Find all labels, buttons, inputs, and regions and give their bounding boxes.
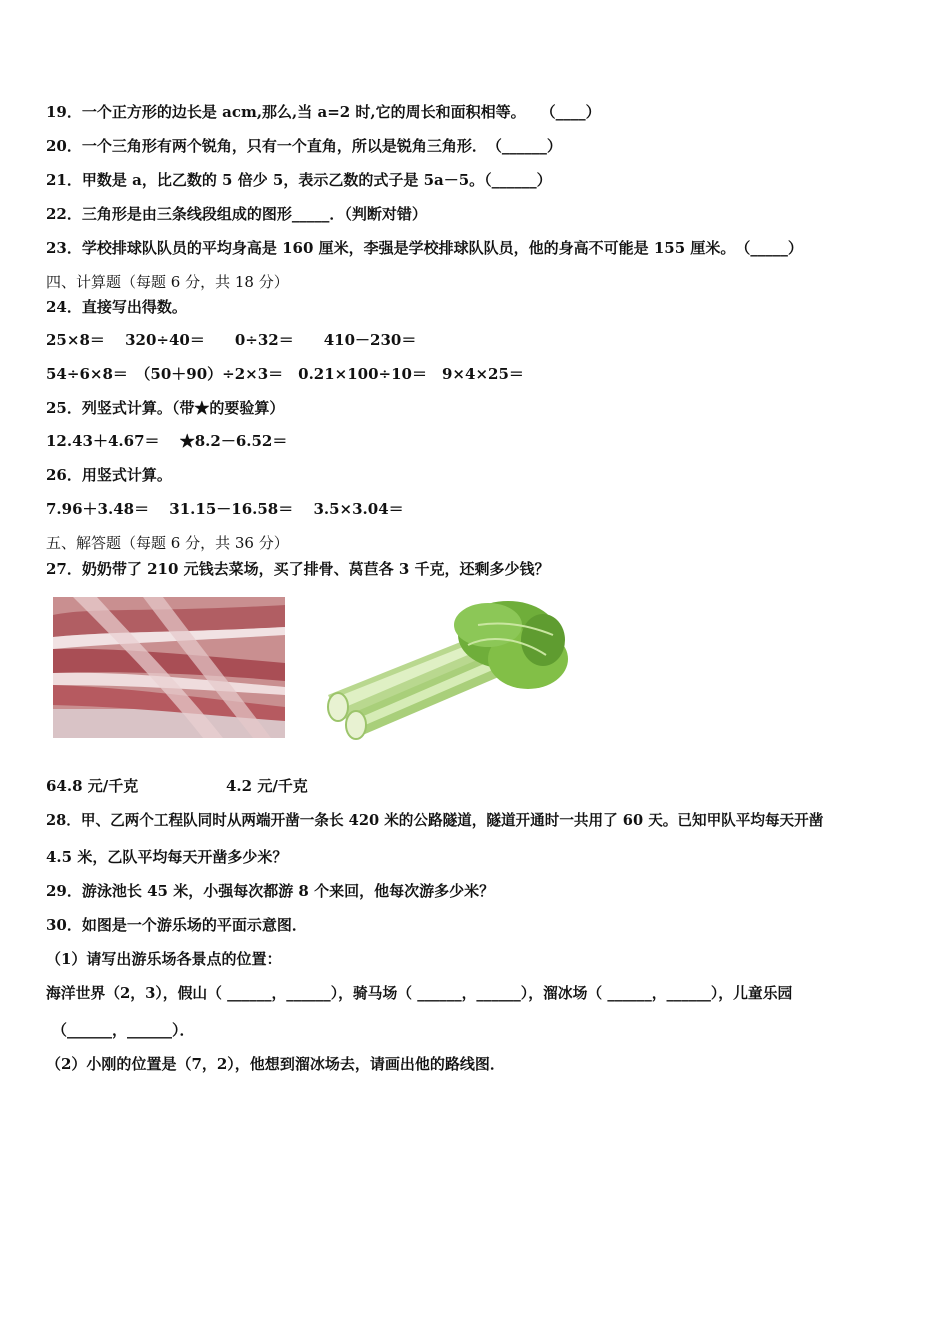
question-26-title: 26．用竖式计算。 bbox=[46, 466, 172, 484]
question-28-line-1: 28．甲、乙两个工程队同时从两端开凿一条长 420 米的公路隧道，隧道开通时一共用了 60 天。已知甲队平均每天开凿 bbox=[46, 812, 824, 829]
question-25-row: 12.43＋4.67＝ ★8.2－6.52＝ bbox=[46, 432, 288, 450]
question-30-positions-line-1: 海洋世界（2，3），假山（ ______，______），骑马场（ ______，______），溜冰场（ ______，______），儿童乐园 bbox=[46, 985, 793, 1002]
lettuce-image bbox=[318, 595, 568, 743]
price-ribs: 64.8 元/千克 bbox=[46, 777, 139, 795]
section-4-heading: 四、计算题（每题 6 分，共 18 分） bbox=[46, 273, 289, 291]
question-28-line-2: 4.5 米，乙队平均每天开凿多少米？ bbox=[46, 848, 288, 866]
question-26-row: 7.96＋3.48＝ 31.15－16.58＝ 3.5×3.04＝ bbox=[46, 500, 404, 518]
section-5-heading: 五、解答题（每题 6 分，共 36 分） bbox=[46, 534, 289, 552]
question-19: 19．一个正方形的边长是 acm,那么,当 a=2 时,它的周长和面积相等。 （____） bbox=[46, 103, 601, 121]
question-25-title: 25．列竖式计算。（带★的要验算） bbox=[46, 399, 285, 417]
question-23: 23．学校排球队队员的平均身高是 160 厘米，李强是学校排球队队员，他的身高不可能是 155 厘米。 （_____） bbox=[46, 239, 803, 257]
question-24-row-1: 25×8＝ 320÷40＝ 0÷32＝ 410－230＝ bbox=[46, 331, 417, 349]
question-30: 30．如图是一个游乐场的平面示意图． bbox=[46, 916, 307, 934]
question-21: 21．甲数是 a，比乙数的 5 倍少 5，表示乙数的式子是 5a－5。（______） bbox=[46, 171, 552, 189]
question-24-row-2: 54÷6×8＝ （50＋90）÷2×3＝ 0.21×100÷10＝ 9×4×25＝ bbox=[46, 365, 524, 383]
question-30-positions-line-2: （______，______）． bbox=[52, 1021, 195, 1039]
price-lettuce: 4.2 元/千克 bbox=[226, 777, 308, 795]
question-30-part-2: （2）小刚的位置是（7，2），他想到溜冰场去，请画出他的路线图． bbox=[46, 1055, 505, 1073]
question-27: 27．奶奶带了 210 元钱去菜场，买了排骨、莴苣各 3 千克，还剩多少钱？ bbox=[46, 560, 550, 578]
question-24-title: 24．直接写出得数。 bbox=[46, 298, 187, 316]
question-20: 20．一个三角形有两个锐角，只有一个直角，所以是锐角三角形． （______） bbox=[46, 137, 562, 155]
question-22: 22．三角形是由三条线段组成的图形_____．（判断对错） bbox=[46, 205, 427, 223]
question-29: 29．游泳池长 45 米，小强每次都游 8 个来回，他每次游多少米？ bbox=[46, 882, 495, 900]
pork-ribs-image bbox=[53, 597, 285, 738]
question-30-part-1: （1）请写出游乐场各景点的位置： bbox=[46, 950, 282, 968]
